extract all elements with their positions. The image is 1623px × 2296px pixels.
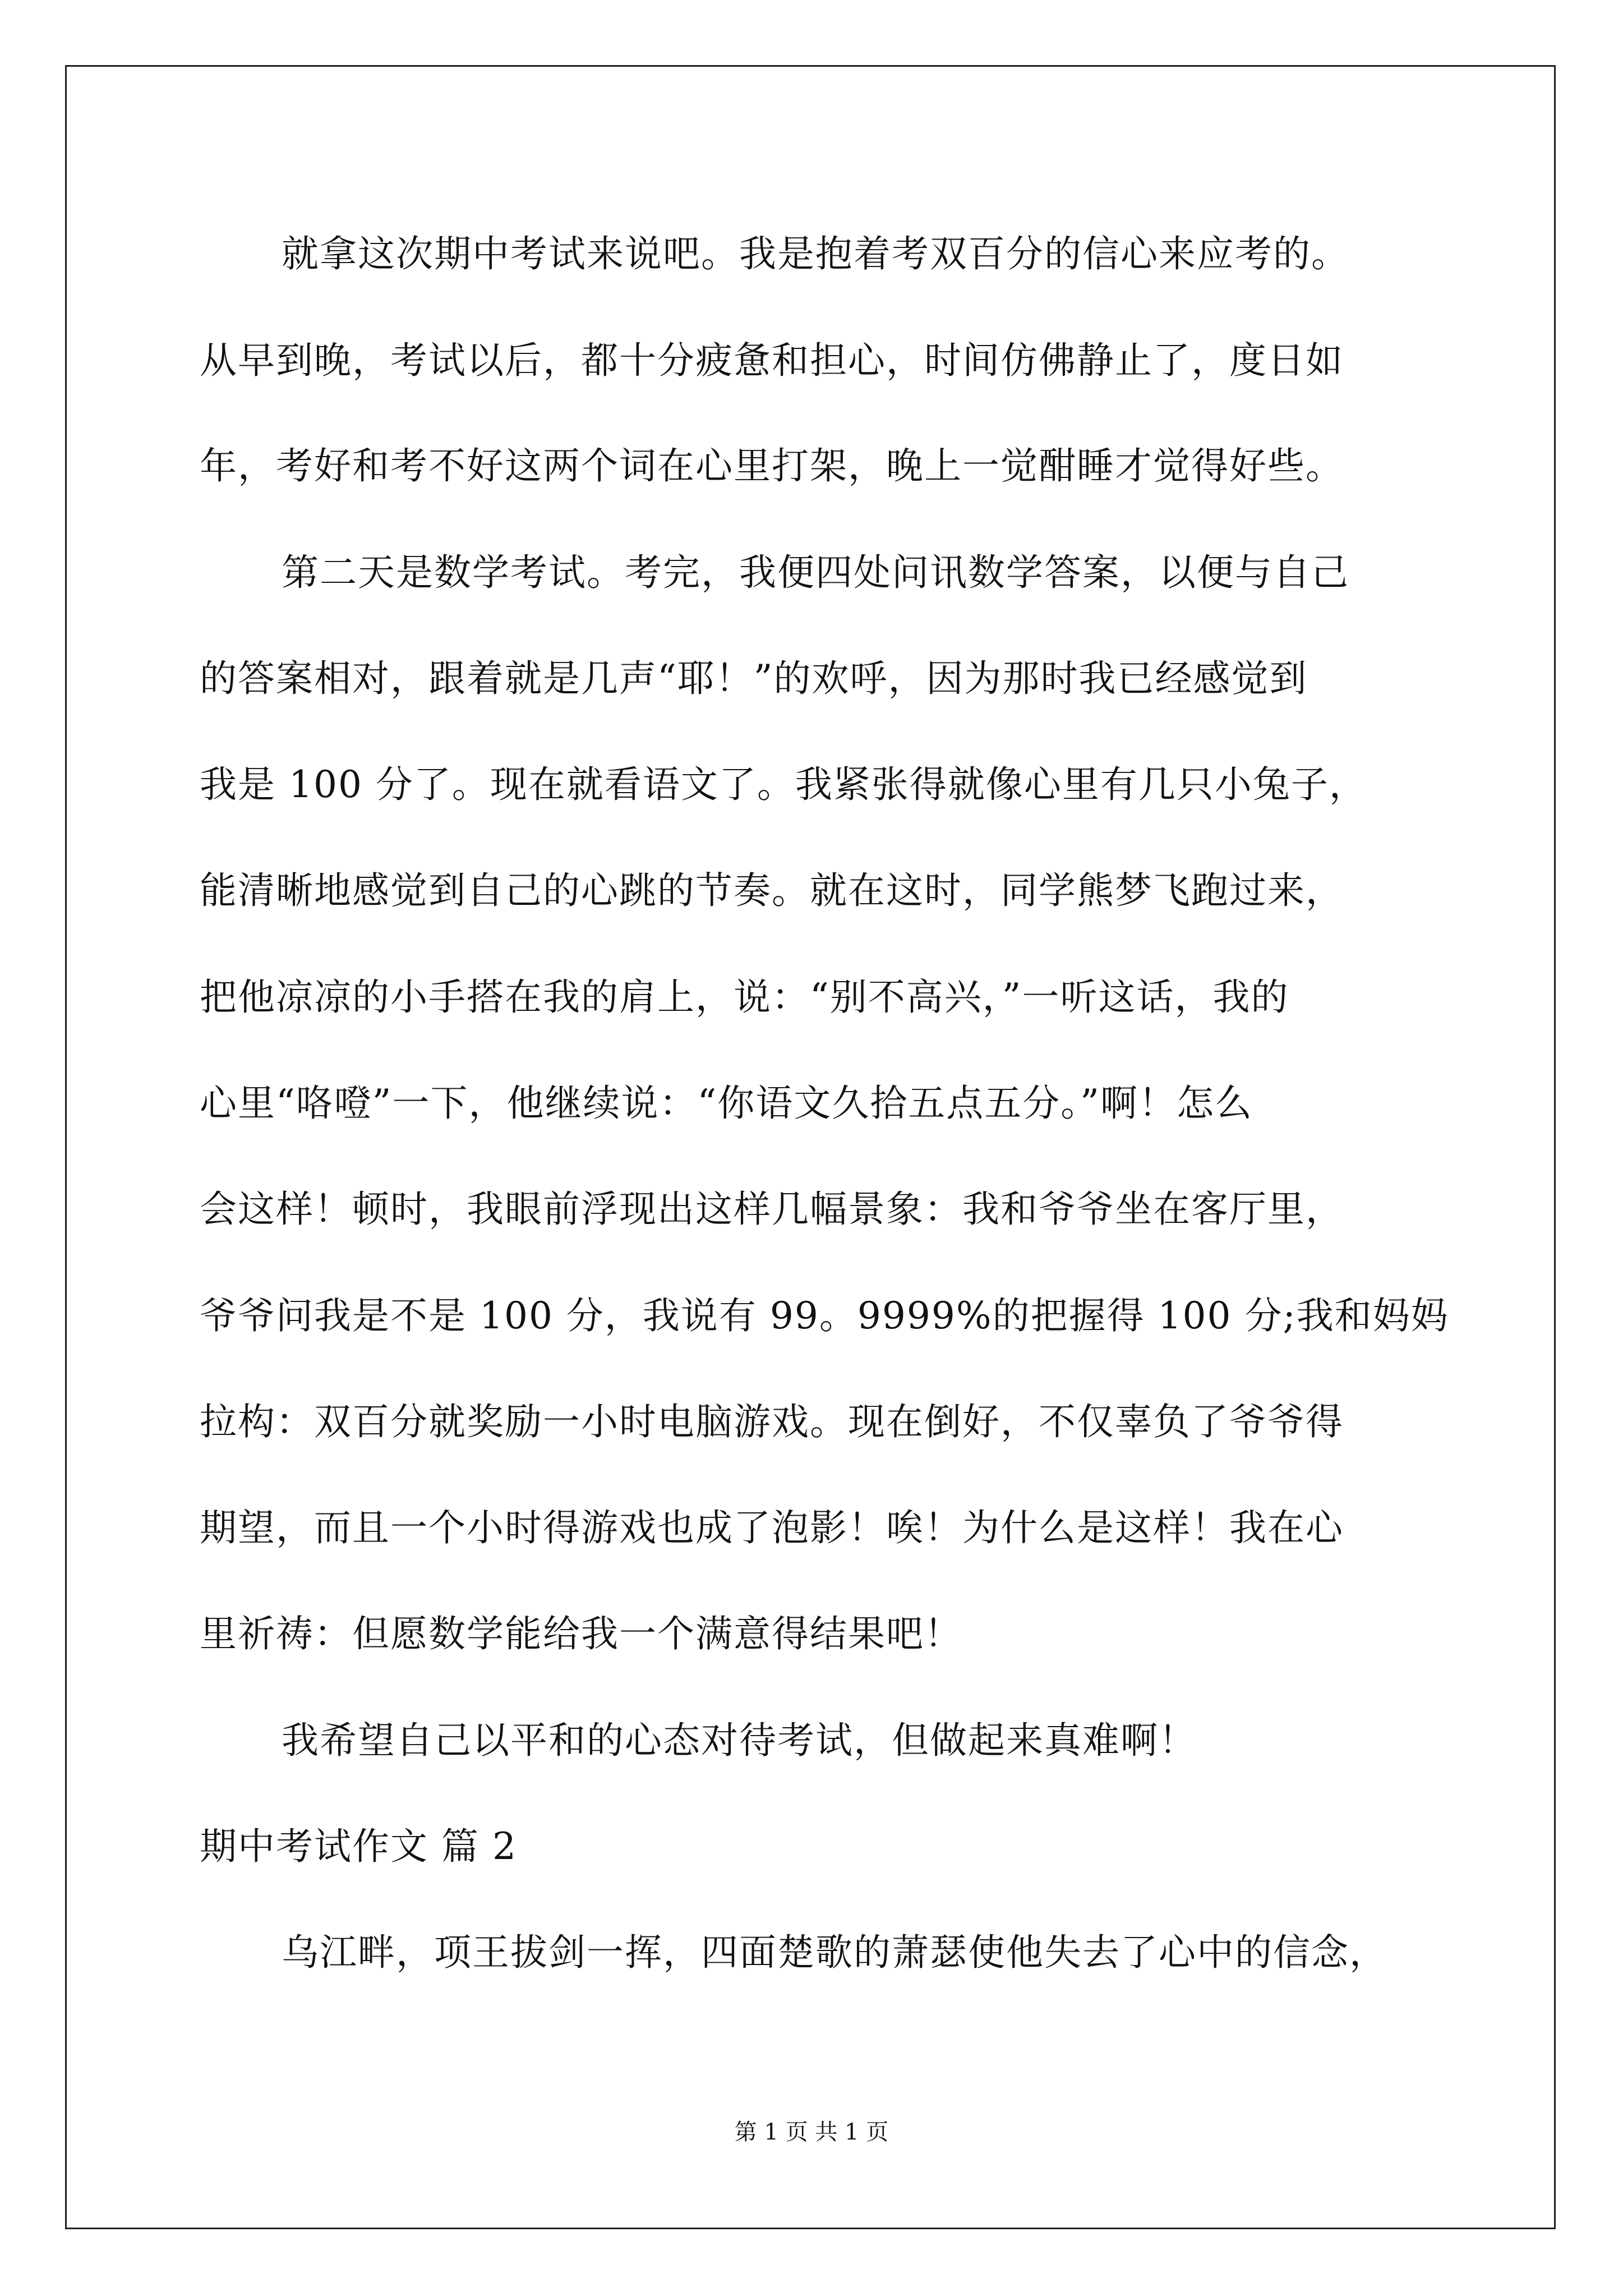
paragraph-2-line-2: 的答案相对，跟着就是几声“耶！”的欢呼，因为那时我已经感觉到 — [200, 657, 1308, 700]
paragraph-4-line-1: 乌江畔，项王拔剑一挥，四面楚歌的萧瑟使他失去了心中的信念， — [282, 1931, 1387, 1974]
paragraph-2-line-10: 期望，而且一个小时得游戏也成了泡影！唉！为什么是这样！我在心 — [200, 1506, 1344, 1549]
paragraph-2-line-7: 会这样！顿时，我眼前浮现出这样几幅景象：我和爷爷坐在客厅里， — [200, 1188, 1344, 1231]
paragraph-1-line-1: 就拿这次期中考试来说吧。我是抱着考双百分的信心来应考的。 — [282, 232, 1349, 275]
page-border — [65, 65, 1556, 2229]
paragraph-1-line-2: 从早到晚，考试以后，都十分疲惫和担心，时间仿佛静止了，度日如 — [200, 339, 1344, 382]
paragraph-2-line-6: 心里“咯噔”一下，他继续说：“你语文久拾五点五分。”啊！怎么 — [200, 1082, 1253, 1125]
paragraph-1-line-3: 年，考好和考不好这两个词在心里打架，晚上一觉酣睡才觉得好些。 — [200, 444, 1344, 487]
paragraph-3-line-1: 我希望自己以平和的心态对待考试，但做起来真难啊！ — [282, 1719, 1197, 1762]
paragraph-2-line-5: 把他凉凉的小手搭在我的肩上，说：“别不高兴，”一听这话，我的 — [200, 976, 1289, 1019]
paragraph-2-line-11: 里祈祷：但愿数学能给我一个满意得结果吧！ — [200, 1612, 962, 1655]
paragraph-2-line-1: 第二天是数学考试。考完，我便四处问讯数学答案，以便与自己 — [282, 551, 1349, 594]
paragraph-2-line-3: 我是 100 分了。现在就看语文了。我紧张得就像心里有几只小兔子， — [200, 763, 1367, 806]
paragraph-2-line-8: 爷爷问我是不是 100 分，我说有 99。9999%的把握得 100 分;我和妈妈 — [200, 1294, 1449, 1337]
paragraph-2-line-4: 能清晰地感觉到自己的心跳的节奏。就在这时，同学熊梦飞跑过来， — [200, 869, 1344, 912]
page-footer: 第 1 页 共 1 页 — [734, 2119, 889, 2145]
section-heading: 期中考试作文 篇 2 — [200, 1825, 517, 1868]
paragraph-2-line-9: 拉构：双百分就奖励一小时电脑游戏。现在倒好，不仅辜负了爷爷得 — [200, 1400, 1344, 1443]
